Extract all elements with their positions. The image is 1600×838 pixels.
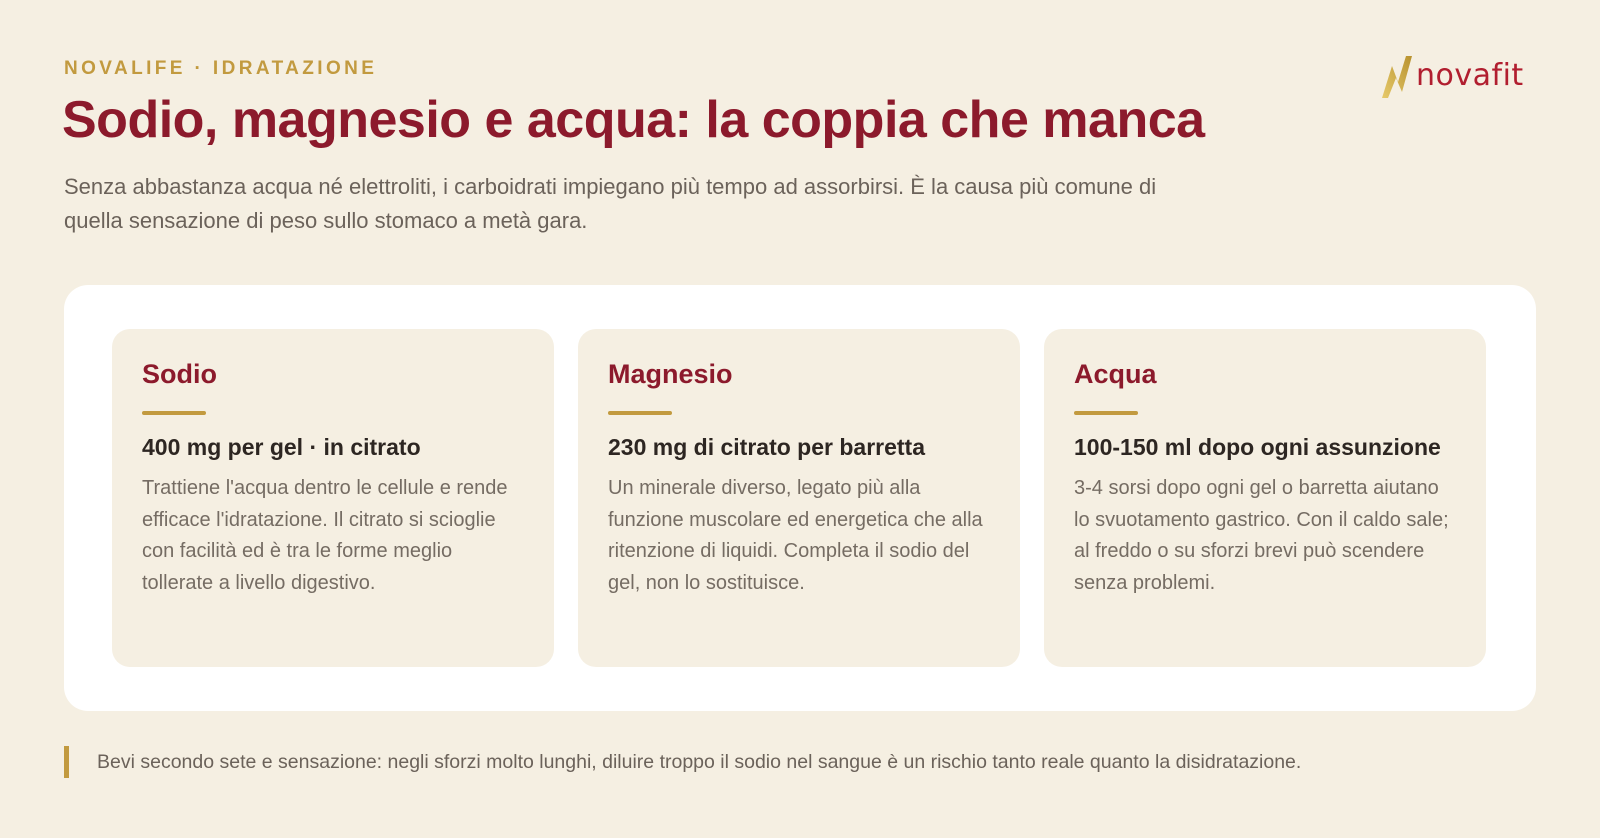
page-title: Sodio, magnesio e acqua: la coppia che manca bbox=[62, 91, 1205, 149]
card-divider bbox=[608, 411, 672, 415]
card-text: Trattiene l'acqua dentro le cellule e rende efficace l'idratazione. Il citrato si scioglie con facilità ed è tra le forme meglio tollerate a livello digestivo. bbox=[142, 477, 508, 594]
card-title: Acqua bbox=[1074, 359, 1157, 389]
card-headline: 400 mg per gel · in citrato bbox=[142, 434, 421, 460]
cards-panel bbox=[64, 285, 1536, 711]
card-title: Magnesio bbox=[608, 359, 733, 389]
card-title: Sodio bbox=[142, 359, 217, 389]
footer-note: Bevi secondo sete e sensazione: negli sforzi molto lunghi, diluire troppo il sodio nel sangue è un rischio tanto reale quanto la disidratazione. bbox=[64, 746, 1301, 778]
page-subtitle: Senza abbastanza acqua né elettroliti, i carboidrati impiegano più tempo ad assorbirsi. È la causa più comune di quella sensazione di peso sullo stomaco a metà gara. bbox=[64, 174, 1157, 233]
card-text: 3-4 sorsi dopo ogni gel o barretta aiutano lo svuotamento gastrico. Con il caldo sale; al freddo o su sforzi brevi può scendere senza problemi. bbox=[1074, 477, 1449, 594]
card-text: Un minerale diverso, legato più alla funzione muscolare ed energetica che alla ritenzione di liquidi. Completa il sodio del gel, non lo sostituisce. bbox=[608, 477, 983, 594]
logo-wordmark: novafit bbox=[1416, 58, 1524, 93]
card-body bbox=[1074, 431, 1456, 599]
cards-row bbox=[112, 329, 1486, 667]
card-acqua bbox=[1044, 329, 1486, 667]
card-divider bbox=[142, 411, 206, 415]
card-headline: 230 mg di citrato per barretta bbox=[608, 434, 925, 460]
card-magnesio bbox=[578, 329, 1020, 667]
lightning-mark-icon bbox=[1380, 52, 1414, 100]
eyebrow-label: NOVALIFE · IDRATAZIONE bbox=[64, 58, 378, 79]
card-body bbox=[142, 431, 524, 599]
card-divider bbox=[1074, 411, 1138, 415]
brand-logo bbox=[1380, 52, 1524, 100]
card-body bbox=[608, 431, 990, 599]
card-headline: 100-150 ml dopo ogni assunzione bbox=[1074, 434, 1441, 460]
card-sodio bbox=[112, 329, 554, 667]
